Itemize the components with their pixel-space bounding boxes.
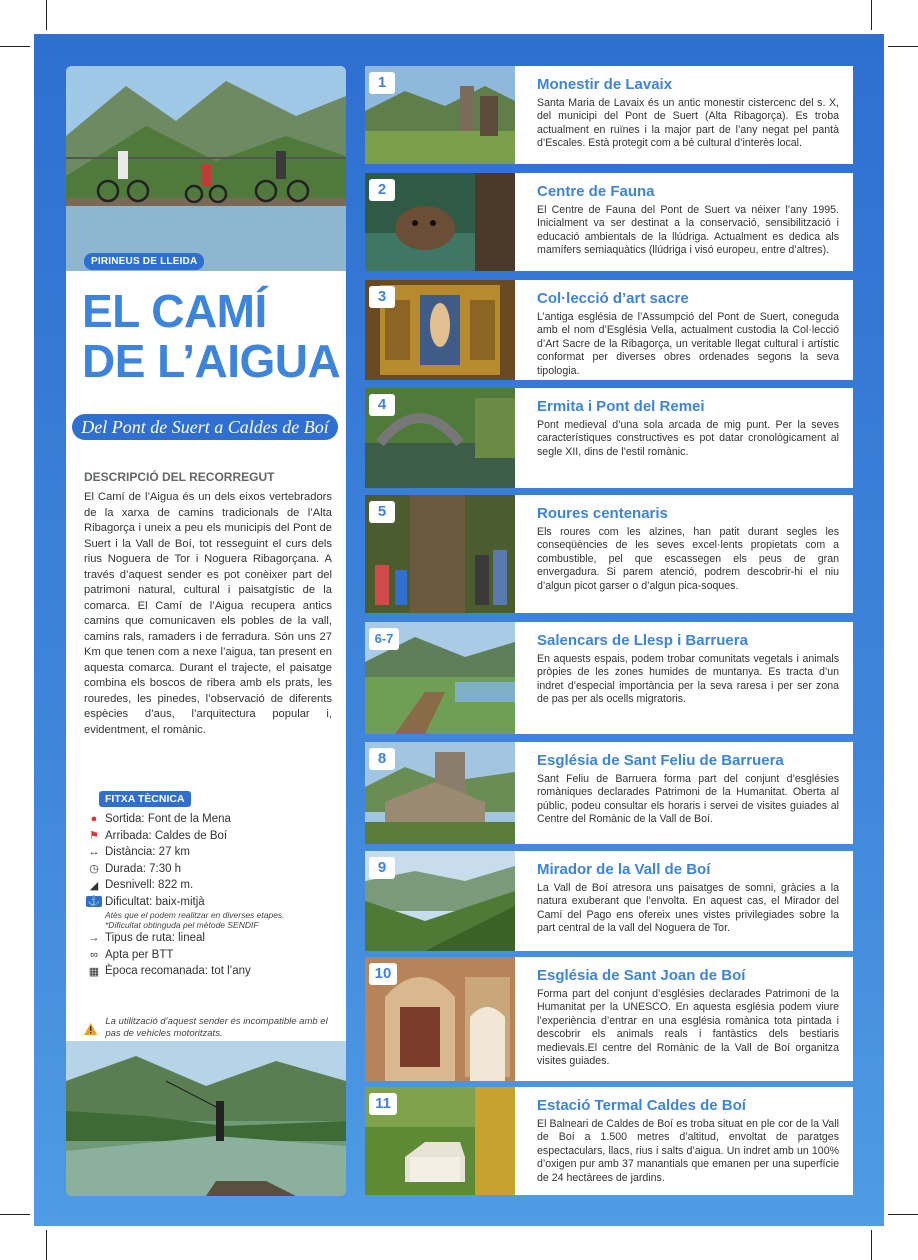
- stop-card: [365, 280, 853, 380]
- crop-mark: [871, 1230, 872, 1260]
- tech-row-end: [86, 828, 346, 845]
- description-text: El Camí de l’Aigua és un dels eixos vertebradors de la xarxa de camins tradicionals de l’Alta Ribagorça i uneix a peu els municipis del Pont de Suert i la Vall de Boí, tot resseguint el curs dels rius Noguera de Tor i Noguera Ribagorçana. A través d’aquest sender es pot conèixer part del patrimoni natural, cultural i paisatgístic de la comarca. El Camí de l’Aigua recupera antics camins que comunicaven els pobles de la vall, camins rals, ramaders i de ferradura. Són uns 27 Km que tenen com a nexe l’aigua, tan present en aquesta comarca. Durant el trajecte, el paisatge combina els boscos de ribera amb els prats, les rouredes, les pinedes, l’observació de diferents espècies d’aus, l’arquitectura popular i, evidentment, el romànic.: [84, 491, 332, 736]
- tech-row-route: [86, 930, 346, 947]
- stop-card: [365, 851, 853, 951]
- stop-text: La Vall de Boí atresora uns paisatges de somni, gràcies a la natura exuberant que l’envolta. En aquest cas, el Mirador del Camí del Pago ens ofereix unes vistes privilegiades sobre la part central de la vall del Noguera de Tor.: [537, 882, 839, 935]
- stop-text: Els roures com les alzines, han patit durant segles les conseqüències de les seves excel·lents propietats com a combustible, pel que escassegen els peus de gran envergadura. Si parem atenció, podrem descobrir-hi el niu d’algun picot garser o d’algun pica-soques.: [537, 526, 839, 592]
- stop-text: Sant Feliu de Barruera forma part del conjunt d’esglésies romàniques declarades Patrimoni de la Humanitat. Oberta al públic, podeu consultar els horaris i servei de visites guiades al Centre del Romànic de la Vall de Boí.: [537, 773, 839, 826]
- flag-icon: ⚑: [89, 830, 99, 843]
- stop-number: 1: [369, 72, 395, 94]
- subtitle: Del Pont de Suert a Caldes de Boí: [72, 414, 338, 440]
- tech-row-distance: [86, 844, 346, 861]
- region-badge: PIRINEUS DE LLEIDA: [84, 253, 204, 270]
- tech-row-season: [86, 963, 346, 980]
- stop-text: Forma part del conjunt d’esglésies declarades Patrimoni de la Humanitat per la UNESCO. En aquesta església podem viure l’experiència d’entrar en una església romànica tota pintada i descobrir els animals reals i fantàstics dels bestiaris medievals.El centre del Romànic de la Vall de Boí organitza visites guiades.: [537, 988, 839, 1068]
- tech-text: Sortida: Font de la Mena: [105, 813, 231, 826]
- warning-box: [84, 1016, 334, 1040]
- tech-text: Dificultat: baix-mitjà: [105, 895, 205, 908]
- stop-number: 4: [369, 394, 395, 416]
- stop-title: Col·lecció d’art sacre: [537, 290, 689, 307]
- crop-mark: [0, 46, 30, 47]
- stop-number: 2: [369, 179, 395, 201]
- difficulty-method-note: *Dificultat obtinguda pel mètode SENDIF: [105, 920, 259, 930]
- title-line-1: EL CAMÍ: [82, 285, 267, 337]
- stop-card: [365, 1087, 853, 1195]
- description-heading: DESCRIPCIÓ DEL RECORREGUT: [84, 470, 275, 484]
- stop-text: L’antiga església de l’Assumpció del Pont de Suert, coneguda amb el nom d’Església Vella, actualment custodia la Col·lecció d’Art Sacre de la Ribagorça, un veritable llegat cultural i artístic conformat per diverses obres ordenades segons la seva tipologia.: [537, 311, 839, 377]
- stop-card: [365, 66, 853, 164]
- tech-text: Desnivell: 822 m.: [105, 879, 194, 892]
- stop-number: 5: [369, 501, 395, 523]
- tech-row-difficulty: [86, 894, 346, 911]
- stop-title: Salencars de Llesp i Barruera: [537, 632, 748, 649]
- stop-title: Centre de Fauna: [537, 183, 655, 200]
- location-pin-icon: ●: [90, 813, 98, 826]
- lake-fisherman-photo: [66, 1041, 346, 1196]
- arrow-right-icon: →: [88, 932, 100, 945]
- warning-icon: [84, 1020, 97, 1038]
- tech-heading: FITXA TÈCNICA: [99, 791, 191, 807]
- clock-icon: ◷: [89, 863, 99, 876]
- cyclists-photo: [66, 66, 346, 271]
- tech-text: Arribada: Caldes de Boí: [105, 829, 228, 842]
- stop-number: 3: [369, 286, 395, 308]
- stop-text: En aquests espais, podem trobar comunitats vegetals i animals pròpies de les zones humides de muntanya. Es tracta d’un indret d’especial importància per la seva raresa i per ser zona de pas per als ocells migratoris.: [537, 653, 839, 706]
- stop-title: Roures centenaris: [537, 505, 668, 522]
- calendar-icon: ▦: [88, 965, 100, 978]
- stop-title: Església de Sant Feliu de Barruera: [537, 752, 784, 769]
- stop-title: Monestir de Lavaix: [537, 76, 673, 93]
- stop-text: Santa Maria de Lavaix és un antic monestir cistercenc del s. X, del municipi del Pont de Suert (Alta Ribagorça). Es troba actualment en ruïnes i la major part de l’any negat pel pantà d’Escales. Està protegit com a bé cultural d’interès local.: [537, 97, 839, 150]
- tech-text: Apta per BTT: [105, 948, 174, 961]
- tech-text: Distància: 27 km: [105, 846, 191, 859]
- difficulty-note: Atès que el podem realitzar en diverses etapes.: [105, 910, 285, 920]
- stop-number: 11: [369, 1093, 397, 1115]
- stop-number: 9: [369, 857, 395, 879]
- tech-row-duration: [86, 861, 346, 878]
- crop-mark: [871, 0, 872, 30]
- stop-text: Pont medieval d’una sola arcada de mig punt. Per la seves característiques constructives es pot datar cronològicament al segle XII, dins de l’estil romànic.: [537, 419, 839, 458]
- stop-card: [365, 622, 853, 734]
- distance-arrows-icon: ↔: [88, 846, 100, 859]
- stop-text: El Balneari de Caldes de Boí es troba situat en ple cor de la Vall de Boí a 1.500 metres d’altitud, envoltat de paratges espectaculars, llacs, rius i salts d’aigua. Un indret amb un 100% d’oxigen pur amb 37 manantials que emanen per una superfície de 24 hectàrees de jardins.: [537, 1118, 839, 1184]
- stop-title: Ermita i Pont del Remei: [537, 398, 705, 415]
- stop-number: 8: [369, 748, 395, 770]
- crop-mark: [888, 46, 918, 47]
- intro-panel: [66, 66, 346, 1196]
- tech-row-start: [86, 811, 346, 828]
- crop-mark: [46, 0, 47, 30]
- tech-text: Durada: 7:30 h: [105, 862, 182, 875]
- stop-title: Església de Sant Joan de Boí: [537, 967, 746, 984]
- warning-text: La utilització d’aquest sender és incompatible amb el pas de vehicles motoritzats.: [105, 1016, 328, 1039]
- stop-card: [365, 957, 853, 1081]
- hiker-icon: ⚓: [87, 896, 101, 908]
- tech-row-bike: [86, 947, 346, 964]
- elevation-icon: ◢: [89, 879, 99, 892]
- stop-title: Estació Termal Caldes de Boí: [537, 1097, 746, 1114]
- page-title: [82, 286, 340, 386]
- bicycle-icon: ∞: [90, 948, 98, 961]
- stop-number: 6-7: [369, 628, 399, 650]
- title-line-2: DE L’AIGUA: [82, 335, 341, 387]
- stop-card: [365, 173, 853, 271]
- stop-text: El Centre de Fauna del Pont de Suert va néixer l’any 1995. Inicialment va ser destinat a la conservació, sensibilització i educació ambientals de la llúdriga. Actualment es dedica als mamífers semiaquàtics (llúdriga i visó europeu, entre d’altres).: [537, 204, 839, 257]
- stop-number: 10: [369, 963, 397, 985]
- stop-card: [365, 388, 853, 488]
- stop-card: [365, 495, 853, 613]
- tech-sheet: [86, 811, 346, 980]
- tech-text: Tipus de ruta: lineal: [105, 932, 205, 945]
- crop-mark: [46, 1230, 47, 1260]
- brochure-page: [34, 34, 884, 1226]
- tech-text: Època recomanada: tot l’any: [105, 965, 251, 978]
- tech-row-elevation: [86, 877, 346, 894]
- crop-mark: [0, 1214, 30, 1215]
- crop-mark: [888, 1214, 918, 1215]
- stop-title: Mirador de la Vall de Boí: [537, 861, 711, 878]
- stop-card: [365, 742, 853, 844]
